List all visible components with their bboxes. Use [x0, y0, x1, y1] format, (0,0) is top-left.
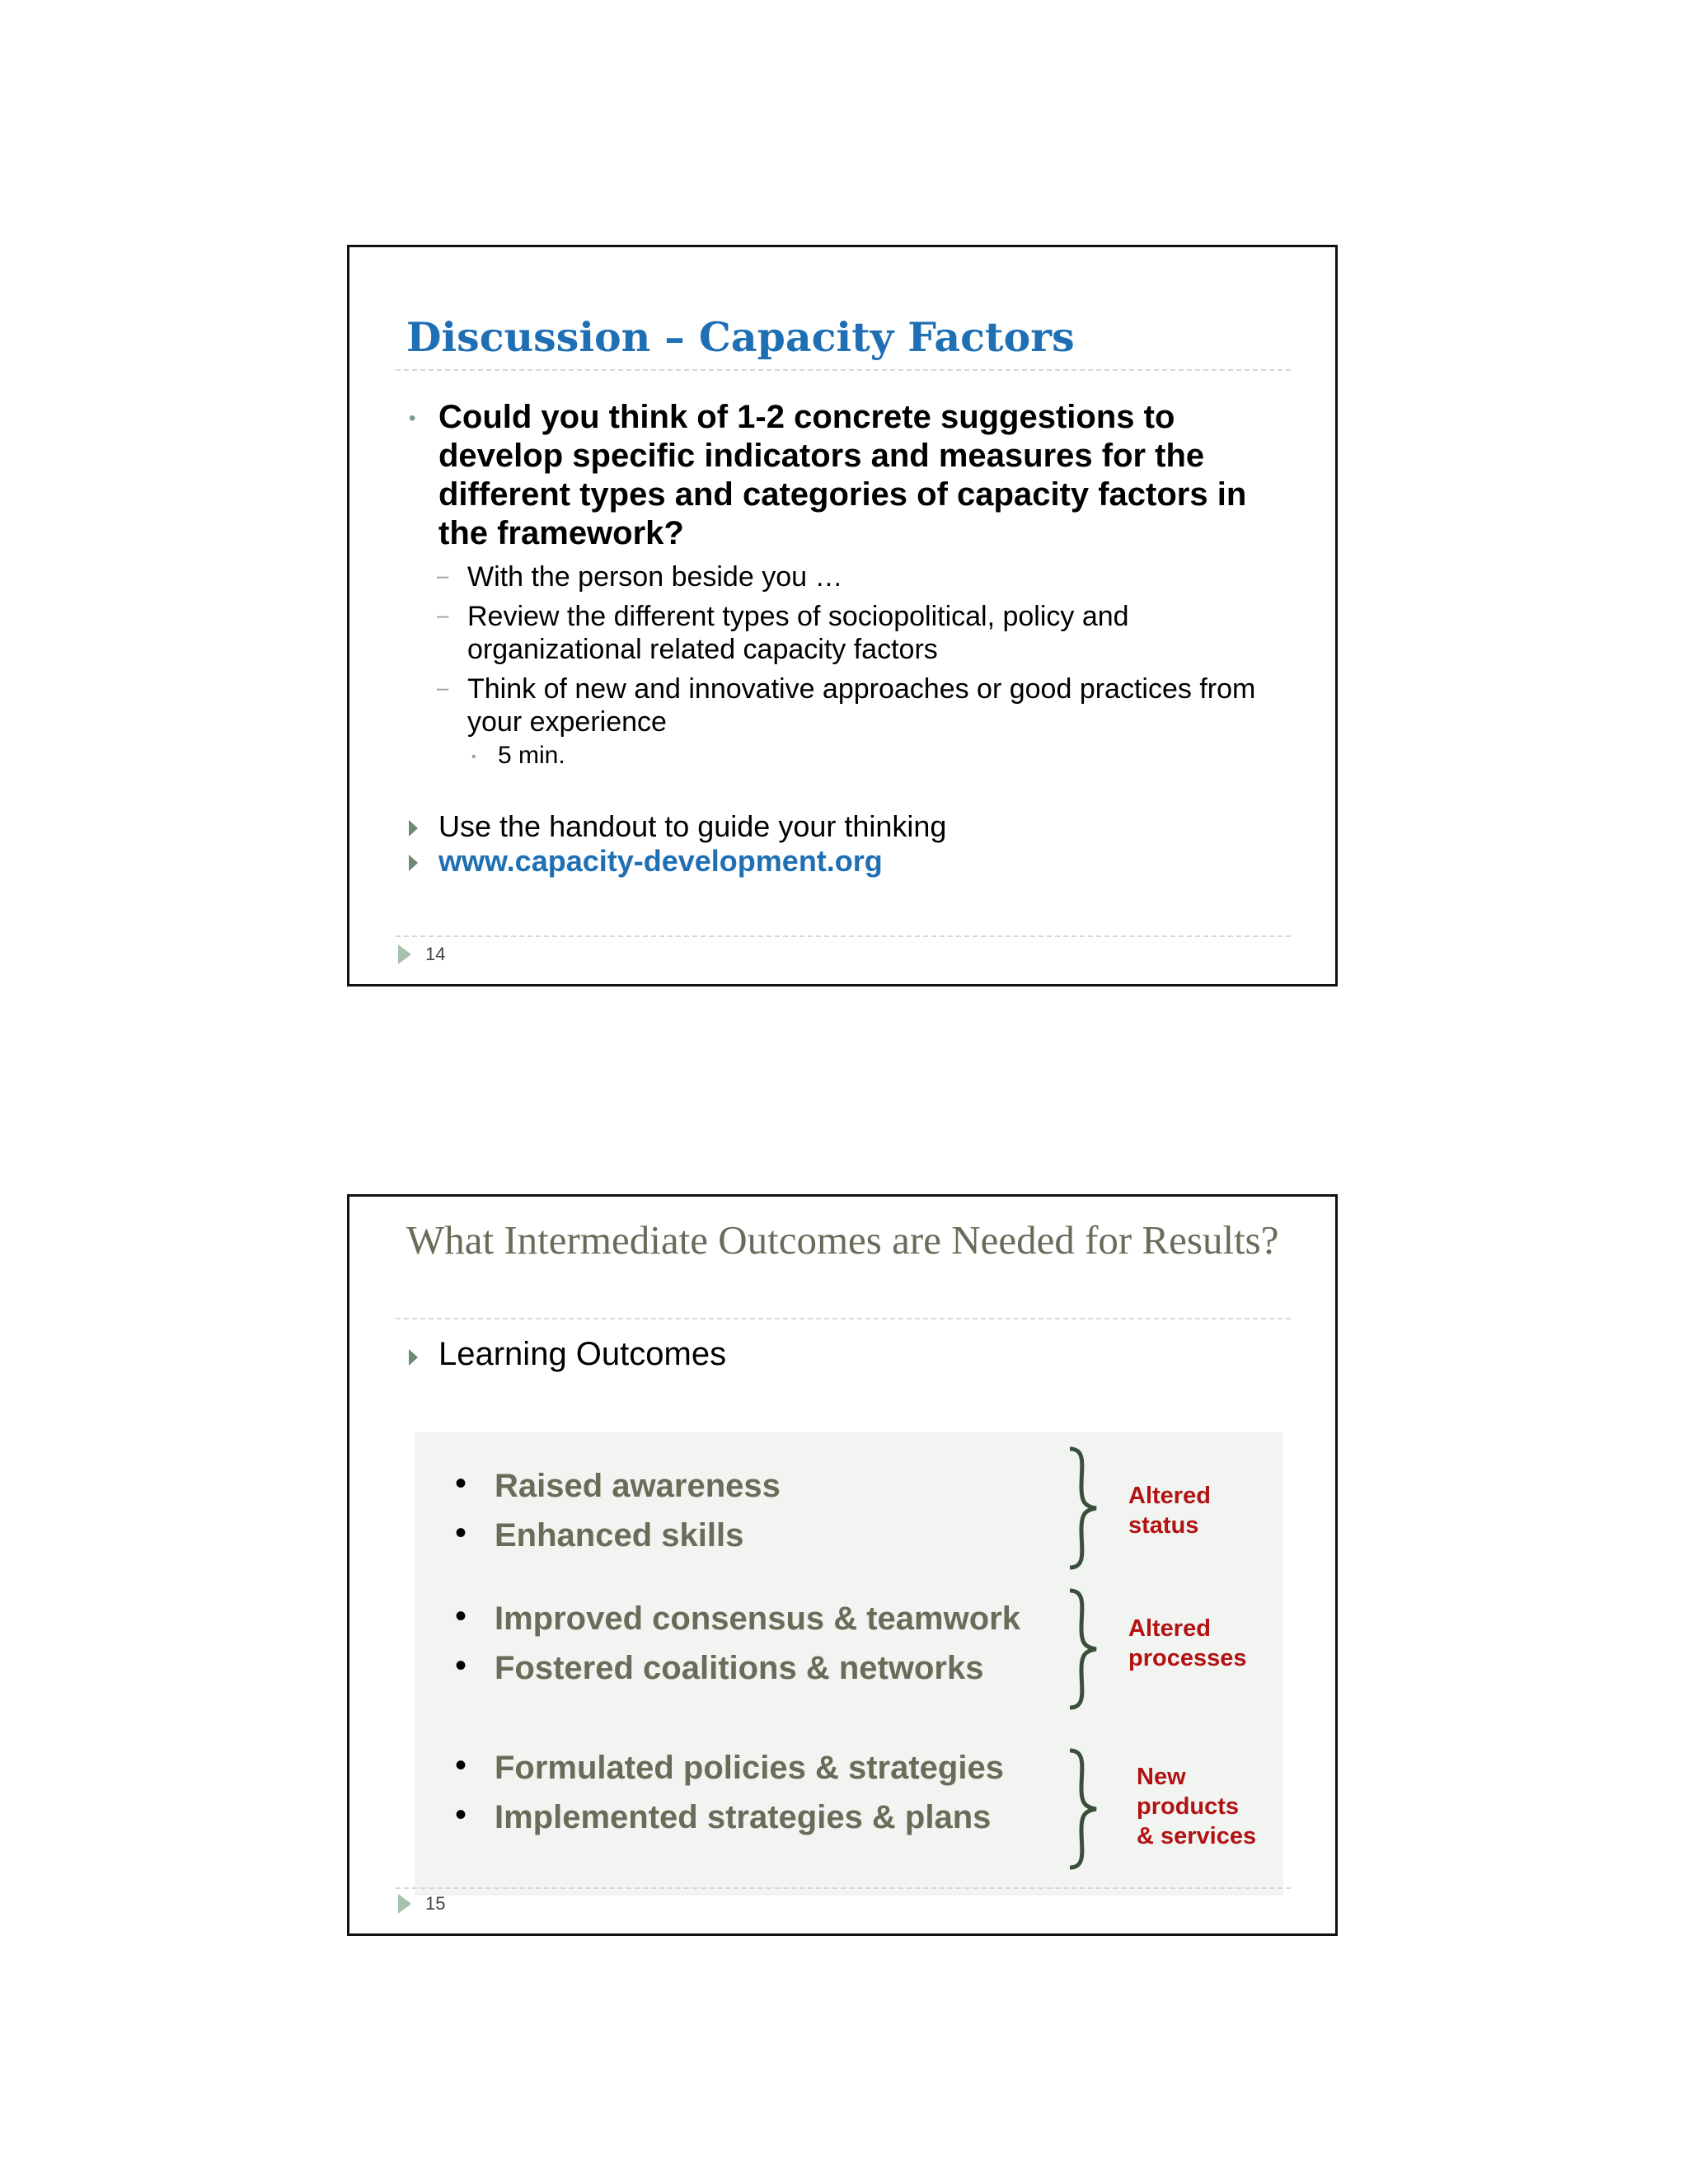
bullet-dot-icon: •	[455, 1647, 467, 1684]
page-marker-icon	[398, 944, 411, 964]
category-label: Altered status	[1128, 1483, 1211, 1539]
sub-item-2: Review the different types of sociopolitical, policy and organizational related capacity factors	[467, 601, 1129, 665]
outcome-item: Raised awareness	[495, 1468, 781, 1504]
sub-item-1: With the person beside you …	[467, 561, 843, 593]
slide-title: What Intermediate Outcomes are Needed for Results?	[406, 1217, 1279, 1263]
bullet-dot-icon: •	[455, 1515, 467, 1551]
section-heading: Learning Outcomes	[438, 1336, 727, 1372]
arrow-bullet-icon	[409, 1349, 418, 1366]
title-divider	[396, 1318, 1291, 1319]
dash-icon: –	[437, 563, 449, 588]
bullet-dot-icon: •	[409, 407, 416, 429]
page-number: 15	[425, 1893, 446, 1914]
slide-title: Discussion – Capacity Factors	[406, 313, 1075, 361]
bullet-dot-icon: •	[455, 1797, 467, 1833]
footer-divider	[396, 1887, 1291, 1889]
category-label: New products & services	[1137, 1764, 1257, 1849]
bullet-dot-icon: •	[455, 1747, 467, 1783]
arrow-bullet-icon	[409, 820, 418, 837]
time-limit: 5 min.	[498, 742, 565, 769]
outcome-item: Formulated policies & strategies	[495, 1750, 1004, 1786]
brace-icon	[1065, 1587, 1101, 1711]
slide-14	[347, 245, 1338, 987]
handout-note: Use the handout to guide your thinking	[438, 809, 947, 843]
page-marker-icon	[398, 1894, 411, 1914]
category-label: Altered processes	[1128, 1615, 1247, 1671]
page-number: 14	[425, 944, 446, 964]
brace-icon	[1065, 1747, 1101, 1871]
bullet-dot-icon: •	[455, 1465, 467, 1502]
footer-divider	[396, 935, 1291, 937]
website-link[interactable]: www.capacity-development.org	[438, 844, 883, 878]
arrow-bullet-icon	[409, 855, 418, 871]
discussion-question: Could you think of 1-2 concrete suggestions to develop specific indicators and measures for the different types and categories of capacity factors in the framework?	[438, 399, 1247, 551]
bullet-dot-icon: •	[471, 750, 476, 764]
outcome-item: Implemented strategies & plans	[495, 1799, 992, 1835]
outcome-item: Fostered coalitions & networks	[495, 1650, 984, 1686]
title-divider	[396, 369, 1291, 371]
bullet-dot-icon: •	[455, 1598, 467, 1634]
dash-icon: –	[437, 602, 449, 627]
outcome-item: Enhanced skills	[495, 1517, 744, 1554]
dash-icon: –	[437, 675, 449, 700]
sub-item-3: Think of new and innovative approaches or good practices from your experience	[467, 673, 1256, 738]
slide-15	[347, 1194, 1338, 1936]
outcome-item: Improved consensus & teamwork	[495, 1601, 1020, 1637]
brace-icon	[1065, 1446, 1101, 1571]
